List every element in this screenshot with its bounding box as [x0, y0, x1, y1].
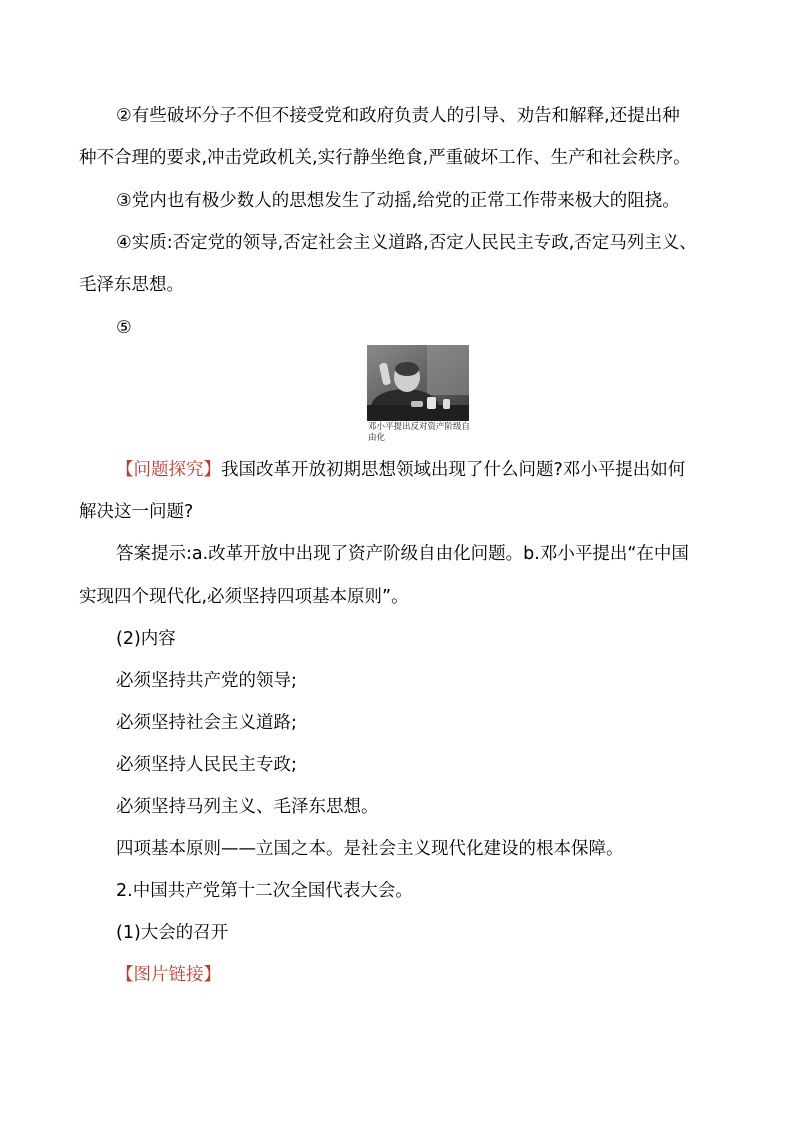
photo-illustration — [367, 345, 469, 421]
paragraph-4-line-2: 毛泽东思想。 — [79, 275, 184, 295]
figure-caption: 邓小平提出反对资产阶级自由化 — [368, 422, 471, 443]
question-line-2: 解决这一问题? — [79, 502, 194, 522]
paragraph-2-line-2: 种不合理的要求,冲击党政机关,实行静坐绝食,严重破坏工作、生产和社会秩序。 — [79, 148, 691, 168]
principle-item: 必须坚持马列主义、毛泽东思想。 — [116, 797, 379, 817]
principle-item: 必须坚持共产党的领导; — [116, 671, 297, 691]
section-content-heading: (2)内容 — [116, 629, 176, 649]
principle-item: 必须坚持社会主义道路; — [116, 713, 297, 733]
paragraph-2-line-1: ②有些破坏分子不但不接受党和政府负责人的引导、劝告和解释,还提出种 — [116, 106, 680, 126]
deng-xiaoping-photo — [367, 345, 469, 421]
paragraph-5-marker: ⑤ — [116, 318, 132, 338]
question-line-1 — [116, 458, 685, 482]
answer-line-2: 实现四个现代化,必须坚持四项基本原则”。 — [79, 587, 409, 607]
summary-statement: 四项基本原则——立国之本。是社会主义现代化建设的根本保障。 — [116, 839, 624, 859]
deng-xiaoping-figure — [367, 345, 469, 443]
picture-link-tag: 【图片链接】 — [116, 965, 221, 985]
subheading-congress-convening: (1)大会的召开 — [116, 923, 229, 943]
principle-item: 必须坚持人民民主专政; — [116, 755, 297, 775]
paragraph-4-line-1: ④实质:否定党的领导,否定社会主义道路,否定人民民主专政,否定马列主义、 — [116, 233, 697, 253]
answer-line-1: 答案提示:a.改革开放中出现了资产阶级自由化问题。b.邓小平提出“在中国 — [116, 544, 689, 564]
heading-twelfth-congress: 2.中国共产党第十二次全国代表大会。 — [116, 881, 413, 901]
question-tag: 【问题探究】 — [116, 460, 221, 480]
question-text-1: 我国改革开放初期思想领域出现了什么问题?邓小平提出如何 — [221, 460, 686, 480]
paragraph-3: ③党内也有极少数人的思想发生了动摇,给党的正常工作带来极大的阻挠。 — [116, 191, 680, 211]
